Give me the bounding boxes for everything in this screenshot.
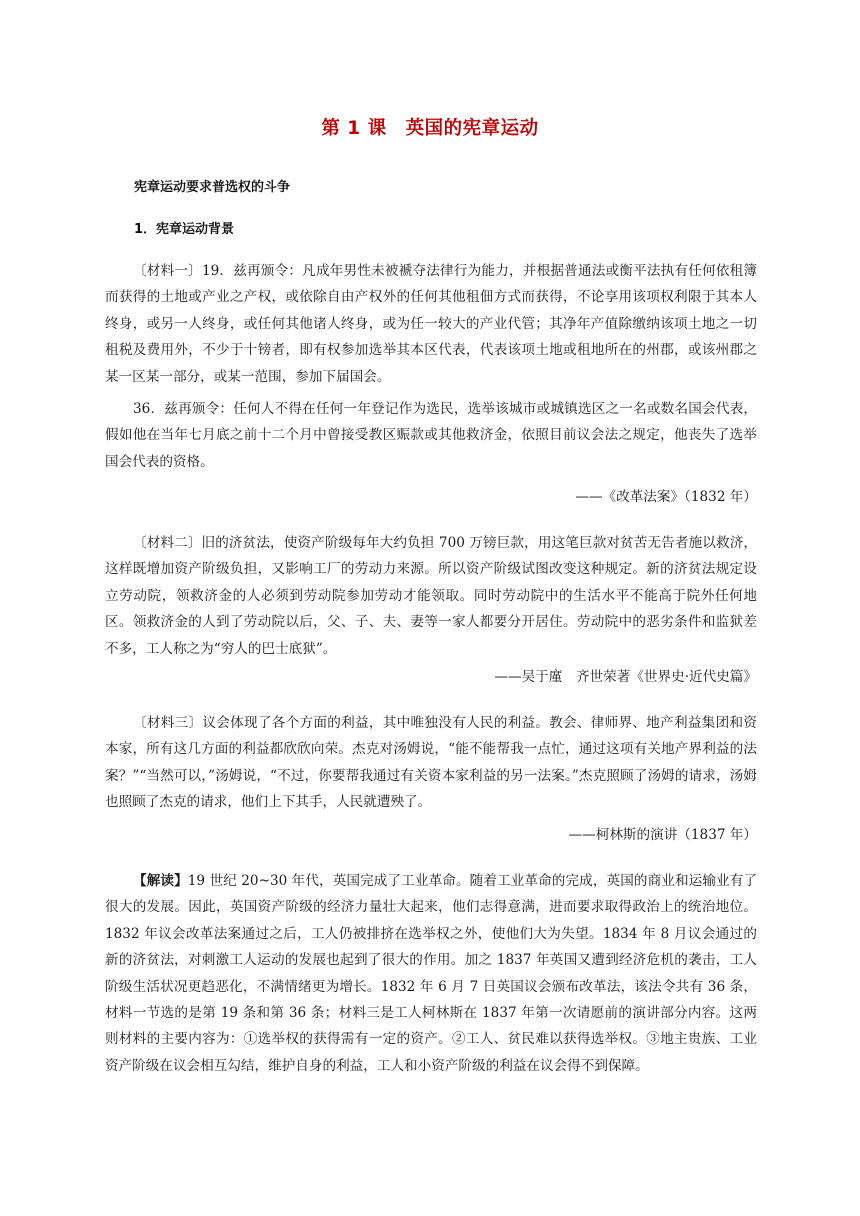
page-title: 第 1 课 英国的宪章运动 <box>321 118 539 139</box>
material2-source: ——吴于廑 齐世荣著《世界史·近代史篇》 <box>494 669 757 685</box>
section-heading: 宪章运动要求普选权的斗争 <box>134 180 291 195</box>
analysis-paragraph <box>105 868 757 1079</box>
analysis-text: 19 世纪 20~30 年代，英国完成了工业革命。随着工业革命的完成，英国的商业和运输业有了很大的发展。因此，英国资产阶级的经济力量壮大起来，他们志得意满，进而要求取得政治上的统治地位。1832 年议会改革法案通过之后，工人仍被排挤在选举权之外，使他们大为失望。1834 年 8 月议会通过的新的济贫法，对刺激工人运动的发展也起到了很大的作用。加之 1837 年英国又遭到经济危机的袭击，工人阶级生活状况更趋恶化，不满情绪更为增长。1832 年 6 月 7 日英国议会颁布改革法，该法令共有 36 条，材料一节选的是第 19 条和第 36 条；材料三是工人柯林斯在 1837 年第一次请愿前的演讲部分内容。这两则材料的主要内容为：①选举权的获得需有一定的资产。②工人、贫民难以获得选举权。③地主贵族、工业资产阶级在议会相互勾结，维护自身的利益，工人和小资产阶级的利益在议会得不到保障。 <box>105 873 758 1074</box>
subheading: 1．宪章运动背景 <box>134 222 235 237</box>
analysis-label: 【解读】 <box>133 873 188 889</box>
material3-source: ——柯林斯的演讲（1837 年） <box>568 827 757 843</box>
material1-paragraph-1: 〔材料一〕19．兹再颁令：凡成年男性未被褫夺法律行为能力，并根据普通法或衡平法执有任何依租簿而获得的土地或产业之产权，或依除自由产权外的任何其他租佃方式而获得，不论享用该项权利限于其本人终身，或另一人终身，或任何其他诸人终身，或为任一较大的产业代管；其净年产值除缴纳该项土地之一切租税及费用外，不少于十镑者，即有权参加选举其本区代表，代表该项土地或租地所在的州郡，或该州郡之某一区某一部分，或某一范围，参加下届国会。 <box>105 263 757 385</box>
material1-source: ——《改革法案》（1832 年） <box>575 489 757 505</box>
material1-paragraph-2: 36．兹再颁令：任何人不得在任何一年登记作为选民，选举该城市或城镇选区之一名或数名国会代表，假如他在当年七月底之前十二个月中曾接受教区赈款或其他救济金，依照目前议会法之规定，他丧失了选举国会代表的资格。 <box>105 401 757 470</box>
material2-paragraph: 〔材料二〕旧的济贫法，使资产阶级每年大约负担 700 万镑巨款，用这笔巨款对贫苦无告者施以救济，这样既增加资产阶级负担，又影响工厂的劳动力来源。所以资产阶级试图改变这种规定。新的济贫法规定设立劳动院，领救济金的人必须到劳动院参加劳动才能领取。同时劳动院中的生活水平不能高于院外任何地区。领救济金的人到了劳动院以后，父、子、夫、妻等一家人都要分开居住。劳动院中的恶劣条件和监狱差不多，工人称之为“穷人的巴士底狱”。 <box>105 535 757 657</box>
material3-paragraph: 〔材料三〕议会体现了各个方面的利益，其中唯独没有人民的利益。教会、律师界、地产利益集团和资本家，所有这几方面的利益都欣欣向荣。杰克对汤姆说，“能不能帮我一点忙，通过这项有关地产界利益的法案？”“当然可以，”汤姆说，“不过，你要帮我通过有关资本家利益的另一法案。”杰克照顾了汤姆的请求，汤姆也照顾了杰克的请求，他们上下其手，人民就遭殃了。 <box>105 715 757 811</box>
